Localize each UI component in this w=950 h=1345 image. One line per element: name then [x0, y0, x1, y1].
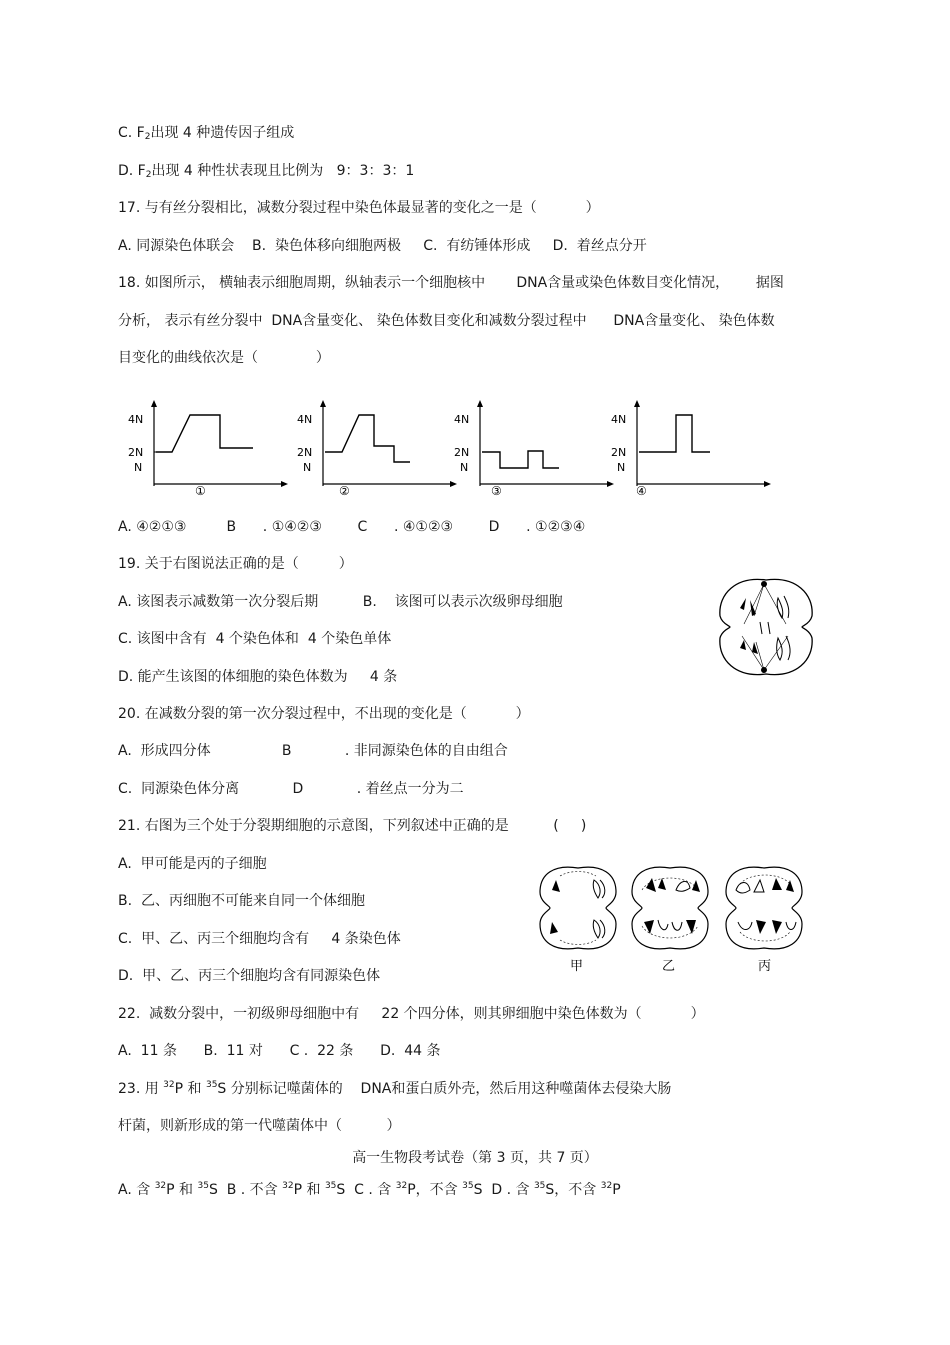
svg-text:4N: 4N — [297, 413, 313, 426]
question-17: 17. 与有丝分裂相比，减数分裂过程中染色体最显著的变化之一是（ ） — [118, 200, 600, 216]
question-18-line2: 分析， 表示有丝分裂中 DNA含量变化、 染色体数目变化和减数分裂过程中 DNA含量变化、 染色体数 — [118, 313, 775, 329]
question-18-line3: 目变化的曲线依次是（ ） — [118, 350, 330, 366]
cell-label-yi: 乙 — [662, 959, 676, 974]
option-19ab: A. 该图表示减数第一次分裂后期 B. 该图可以表示次级卵母细胞 — [118, 594, 563, 610]
option-21a: A. 甲可能是丙的子细胞 — [118, 856, 267, 872]
option-16d: D. $F_2$出现 4 种性状表现且比例为 9：3：3：1 — [118, 163, 415, 180]
question-18-line1: 18. 如图所示， 横轴表示细胞周期，纵轴表示一个细胞核中 DNA含量或染色体数目变化情况， 据图 — [118, 275, 784, 291]
svg-text:N: N — [460, 461, 469, 474]
svg-text:2N: 2N — [297, 446, 313, 459]
graph-2 — [294, 398, 459, 498]
graph-label-3: ③ — [491, 484, 502, 498]
question-22: 22. 减数分裂中，一初级卵母细胞中有 22 个四分体，则其卵细胞中染色体数为（ ） — [118, 1006, 705, 1022]
svg-text:4N: 4N — [454, 413, 470, 426]
page-footer: 高一生物段考试卷（第 3 页，共 7 页） — [352, 1150, 598, 1166]
options-22: A. 11 条 B. 11 对 C . 22 条 D. 44 条 — [118, 1043, 441, 1059]
options-17: A. 同源染色体联会 B. 染色体移向细胞两极 C. 有纺锤体形成 D. 着丝点分开 — [118, 238, 647, 254]
graph-3 — [451, 398, 616, 498]
cell-diagram-19 — [716, 574, 816, 680]
question-21: 21. 右图为三个处于分裂期细胞的示意图，下列叙述中正确的是 ( ) — [118, 818, 587, 834]
svg-text:2N: 2N — [454, 446, 470, 459]
graph-label-4: ④ — [636, 484, 647, 498]
option-20cd: C. 同源染色体分离 D . 着丝点一分为二 — [118, 781, 464, 797]
question-23-line1: 23. 用 $^{32}$P 和 $^{35}$S 分别标记噬菌体的 DNA和蛋白质外壳，然后用这种噬菌体去侵染大肠 — [118, 1080, 672, 1097]
option-21b: B. 乙、丙细胞不可能来自同一个体细胞 — [118, 893, 365, 909]
cell-label-jia: 甲 — [570, 959, 584, 974]
svg-text:N: N — [617, 461, 626, 474]
options-18: A. ④②①③ B . ①④②③ C . ④①②③ D . ①②③④ — [118, 519, 586, 535]
option-16c: C. $F_2$出现 4 种遗传因子组成 — [118, 125, 295, 142]
option-20ab: A. 形成四分体 B . 非同源染色体的自由组合 — [118, 743, 508, 759]
option-19d: D. 能产生该图的体细胞的染色体数为 4 条 — [118, 669, 398, 685]
cell-label-bing: 丙 — [758, 959, 772, 974]
graph-label-1: ① — [195, 484, 206, 498]
options-23: A. 含 $^{32}$P 和 $^{35}$S B . 不含 $^{32}$P 和 $^{35}$S C . 含 $^{32}$P，不含 $^{35}$S D . 含 $^{35}$S，不含 $^{32}$P — [118, 1181, 621, 1198]
svg-text:2N: 2N — [611, 446, 627, 459]
cells-diagram-21 — [536, 860, 811, 980]
question-20: 20. 在减数分裂的第一次分裂过程中，不出现的变化是（ ） — [118, 706, 530, 722]
y-tick-2n: 2N — [128, 446, 144, 459]
graph-4 — [608, 398, 773, 498]
svg-text:N: N — [303, 461, 312, 474]
question-19: 19. 关于右图说法正确的是（ ） — [118, 556, 353, 572]
option-21d: D. 甲、乙、丙三个细胞均含有同源染色体 — [118, 968, 381, 984]
graph-label-2: ② — [339, 484, 350, 498]
option-19c: C. 该图中含有 4 个染色体和 4 个染色单体 — [118, 631, 392, 647]
y-tick-4n: 4N — [128, 413, 144, 426]
y-tick-n: N — [134, 461, 143, 474]
option-21c: C. 甲、乙、丙三个细胞均含有 4 条染色体 — [118, 931, 401, 947]
graph-1 — [125, 398, 290, 498]
question-23-line2: 杆菌，则新形成的第一代噬菌体中（ ） — [118, 1118, 401, 1134]
svg-text:4N: 4N — [611, 413, 627, 426]
